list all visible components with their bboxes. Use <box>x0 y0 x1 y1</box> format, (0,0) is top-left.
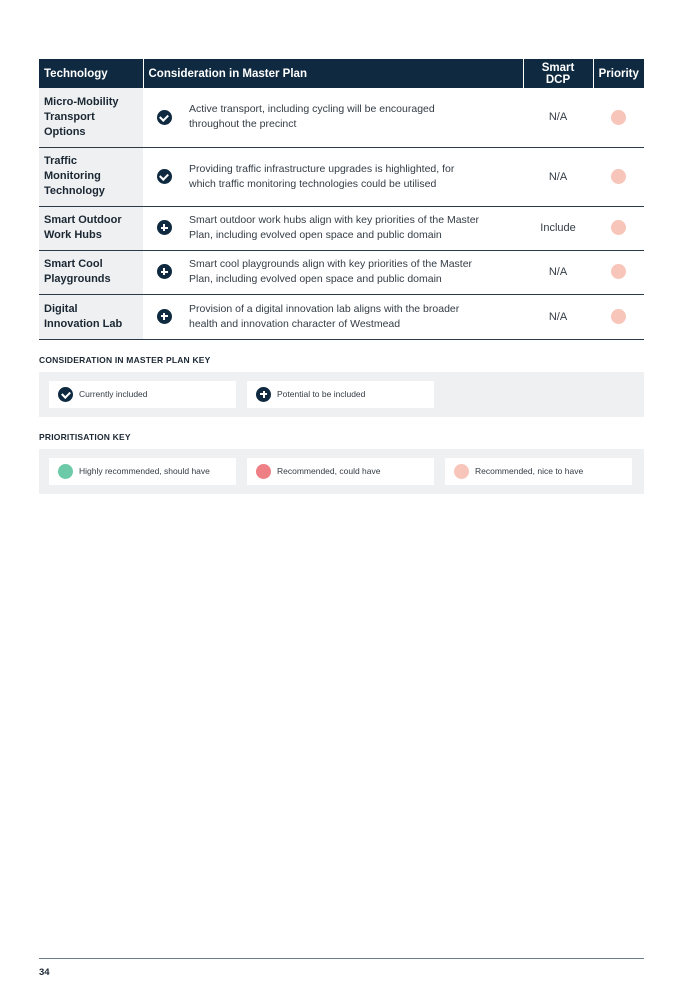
key-label: Recommended, nice to have <box>475 466 584 476</box>
key-item-currently-included <box>49 381 236 408</box>
technology-name-line: Innovation Lab <box>44 317 123 330</box>
table-header-row <box>39 59 644 88</box>
table-row <box>39 88 644 147</box>
priority-cell <box>593 250 644 294</box>
priority-dot <box>611 169 626 184</box>
smart-dcp-value: N/A <box>523 88 593 147</box>
priority-dot <box>611 264 626 279</box>
technology-name <box>39 147 143 206</box>
status-cell <box>143 294 185 339</box>
technology-name-line: Technology <box>44 185 105 197</box>
key-item-nice-to-have <box>445 458 632 485</box>
consideration-line: Smart outdoor work hubs align with key priorities of the Master <box>189 214 480 226</box>
consideration-line: Provision of a digital innovation lab aligns with the broader <box>189 302 460 315</box>
consideration-line: health and innovation character of Westmead <box>189 317 401 330</box>
prioritisation-key-title: PRIORITISATION KEY <box>39 431 131 442</box>
plus-icon <box>157 264 172 279</box>
consideration-line: which traffic monitoring technologies could be utilised <box>189 177 437 190</box>
consideration-line: Active transport, including cycling will be encouraged <box>189 103 435 116</box>
technology-name-line: Playgrounds <box>44 273 111 285</box>
consideration-line: Providing traffic infrastructure upgrades is highlighted, for <box>189 162 455 175</box>
priority-dot <box>611 309 626 324</box>
status-cell <box>143 88 185 147</box>
consideration-line: throughout the precinct <box>189 118 297 131</box>
consideration-line: Plan, including evolved open space and public domain <box>189 273 442 285</box>
technology-name-line: Smart Outdoor <box>44 214 122 226</box>
technology-name-line: Options <box>44 125 86 138</box>
technology-name-line: Traffic <box>44 155 78 167</box>
header-technology: Technology <box>39 59 143 88</box>
technology-name <box>39 250 143 294</box>
smart-dcp-value: Include <box>523 206 593 250</box>
priority-cell <box>593 294 644 339</box>
plus-icon <box>157 220 172 235</box>
consideration-line: Smart cool playgrounds align with key priorities of the Master <box>189 258 473 270</box>
consideration-text <box>185 88 523 147</box>
status-cell <box>143 147 185 206</box>
priority-swatch <box>454 464 469 479</box>
technology-table <box>39 59 644 340</box>
technology-name <box>39 294 143 339</box>
technology-name <box>39 206 143 250</box>
consideration-key-title: CONSIDERATION IN MASTER PLAN KEY <box>39 354 211 365</box>
priority-dot <box>611 220 626 235</box>
header-smart-dcp: Smart DCP <box>523 59 593 88</box>
check-icon <box>58 387 73 402</box>
priority-dot <box>611 110 626 125</box>
plus-icon <box>157 309 172 324</box>
table-row <box>39 147 644 206</box>
smart-dcp-value: N/A <box>523 294 593 339</box>
priority-cell <box>593 206 644 250</box>
technology-name-line: Smart Cool <box>44 258 103 270</box>
key-label: Potential to be included <box>277 389 366 399</box>
smart-dcp-value: N/A <box>523 147 593 206</box>
technology-name-line: Work Hubs <box>44 229 102 241</box>
page-content <box>39 59 644 494</box>
table-row <box>39 250 644 294</box>
status-cell <box>143 206 185 250</box>
check-icon <box>157 169 172 184</box>
priority-swatch <box>58 464 73 479</box>
plus-icon <box>256 387 271 402</box>
consideration-text <box>185 206 523 250</box>
technology-name-line: Monitoring <box>44 170 101 182</box>
table-row <box>39 294 644 339</box>
technology-name-line: Transport <box>44 110 95 123</box>
priority-cell <box>593 88 644 147</box>
header-priority: Priority <box>593 59 644 88</box>
key-item-recommended <box>247 458 434 485</box>
check-icon <box>157 110 172 125</box>
consideration-line: Plan, including evolved open space and public domain <box>189 229 442 241</box>
technology-name-line: Micro-Mobility <box>44 95 119 108</box>
key-label: Recommended, could have <box>277 466 381 476</box>
prioritisation-key <box>39 449 644 494</box>
consideration-key <box>39 372 644 417</box>
key-label: Currently included <box>79 389 148 399</box>
key-item-potential <box>247 381 434 408</box>
technology-name-line: Digital <box>44 302 78 315</box>
header-consideration: Consideration in Master Plan <box>143 59 523 88</box>
page-number: 34 <box>39 967 50 978</box>
table-row <box>39 206 644 250</box>
technology-name <box>39 88 143 147</box>
consideration-text <box>185 250 523 294</box>
status-cell <box>143 250 185 294</box>
consideration-text <box>185 294 523 339</box>
priority-cell <box>593 147 644 206</box>
footer-divider <box>39 958 644 959</box>
key-item-highly-recommended <box>49 458 236 485</box>
priority-swatch <box>256 464 271 479</box>
key-label: Highly recommended, should have <box>79 466 210 476</box>
consideration-text <box>185 147 523 206</box>
smart-dcp-value: N/A <box>523 250 593 294</box>
